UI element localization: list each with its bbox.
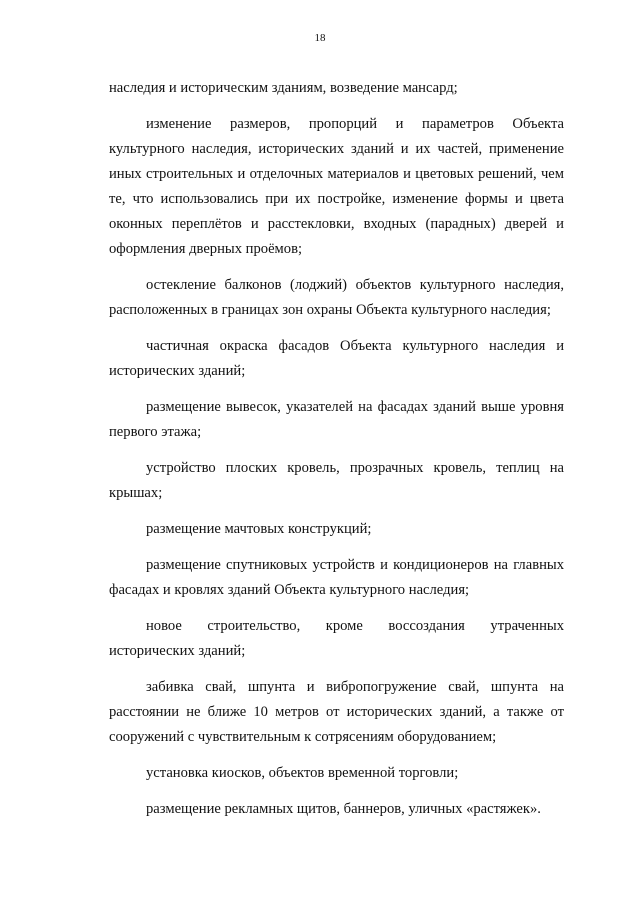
paragraph-1: наследия и историческим зданиям, возведение мансард; (109, 80, 458, 96)
paragraph-3: остекление балконов (лоджий) объектов культурного наследия, расположенных в границах зон охраны Объекта культурного наследия; (109, 277, 564, 318)
document-body (109, 76, 564, 833)
paragraph-12: размещение рекламных щитов, баннеров, уличных «растяжек». (146, 801, 541, 817)
paragraph-4: частичная окраска фасадов Объекта культурного наследия и исторических зданий; (109, 338, 564, 379)
paragraph-7: размещение мачтовых конструкций; (146, 521, 372, 537)
paragraph-6: устройство плоских кровель, прозрачных кровель, теплиц на крышах; (109, 460, 564, 501)
paragraph-5: размещение вывесок, указателей на фасадах зданий выше уровня первого этажа; (109, 399, 564, 440)
paragraph-9: новое строительство, кроме воссоздания утраченных исторических зданий; (109, 618, 564, 659)
paragraph-8: размещение спутниковых устройств и кондиционеров на главных фасадах и кровлях зданий Объекта культурного наследия; (109, 557, 564, 598)
page-number: 18 (314, 32, 326, 44)
paragraph-11: установка киосков, объектов временной торговли; (146, 765, 459, 781)
paragraph-2: изменение размеров, пропорций и параметров Объекта культурного наследия, исторических зданий и их частей, применение иных строительных и отделочных материалов и цветовых решений, чем те, что использовались при их постройке, изменение формы и цвета оконных переплётов и расстекловки, входных (парадных) дверей и оформления дверных проёмов; (109, 116, 564, 257)
paragraph-10: забивка свай, шпунта и вибропогружение свай, шпунта на расстоянии не ближе 10 метров от исторических зданий, а также от сооружений с чувствительным к сотрясениям оборудованием; (109, 679, 564, 745)
